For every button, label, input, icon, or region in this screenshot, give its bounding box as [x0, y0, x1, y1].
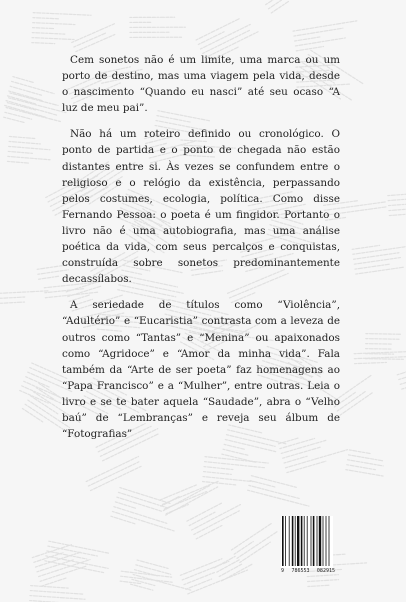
- barcode-bar: [329, 516, 330, 566]
- synopsis-paragraph-2: Não há um roteiro definido ou cronológico. O ponto de partida e o ponto de chegada não estão distantes entre si. Às vezes se confundem entre o religioso e o relógio da existência, perpassando pelos costumes, ecologia, política. Como disse Fernando Pessoa: o poeta é um fingidor. Portanto o livro não é uma autobiografia, mas uma análise poética da vida, com seus percalços e conquistas, construída sobre sonetos predominantemente decassílabos.: [62, 128, 340, 286]
- barcode-bar: [282, 516, 284, 566]
- synopsis-text: [62, 52, 340, 452]
- barcode-bar: [311, 516, 312, 566]
- barcode-bar: [323, 516, 324, 566]
- barcode-bar: [317, 516, 318, 566]
- barcode-bar: [326, 516, 327, 566]
- synopsis-paragraph-1: Cem sonetos não é um limite, uma marca ou um porto de destino, mas uma viagem pela vida, desde o nascimento “Quando eu nasci” até seu ocaso “A luz de meu pai”.: [62, 54, 340, 115]
- barcode-bar: [295, 516, 296, 566]
- barcode-digits: [281, 568, 335, 574]
- barcode-bar: [313, 516, 315, 566]
- barcode-bar: [285, 516, 286, 566]
- barcode-bar: [304, 516, 305, 566]
- isbn-barcode: [281, 516, 335, 574]
- barcode-bars: [281, 516, 333, 568]
- synopsis-paragraph-3: A seriedade de títulos como “Violência”, “Adultério” e “Eucaristia” contrasta com a leveza de outros como “Tantas” e “Menina” ou apaixonados como “Agridoce” e “Amor da minha vida”. Fala também da “Arte de ser poeta” faz homenagens ao “Papa Francisco” e a “Mulher”, entre outras. Leia o livro e se te bater aquela “Saudade”, abra o “Velho baú” de “Lembranças” e reveja seu álbum de “Fotografias”: [62, 299, 340, 441]
- barcode-bar: [319, 516, 321, 566]
- barcode-bar: [292, 516, 294, 566]
- barcode-digit-group-1: 786553: [291, 568, 310, 574]
- barcode-bar: [307, 516, 308, 566]
- barcode-digit-prefix: 9: [281, 568, 285, 574]
- barcode-bar: [301, 516, 303, 566]
- barcode-bar: [289, 516, 290, 566]
- barcode-bar: [297, 516, 299, 566]
- barcode-digit-group-2: 082915: [316, 568, 335, 574]
